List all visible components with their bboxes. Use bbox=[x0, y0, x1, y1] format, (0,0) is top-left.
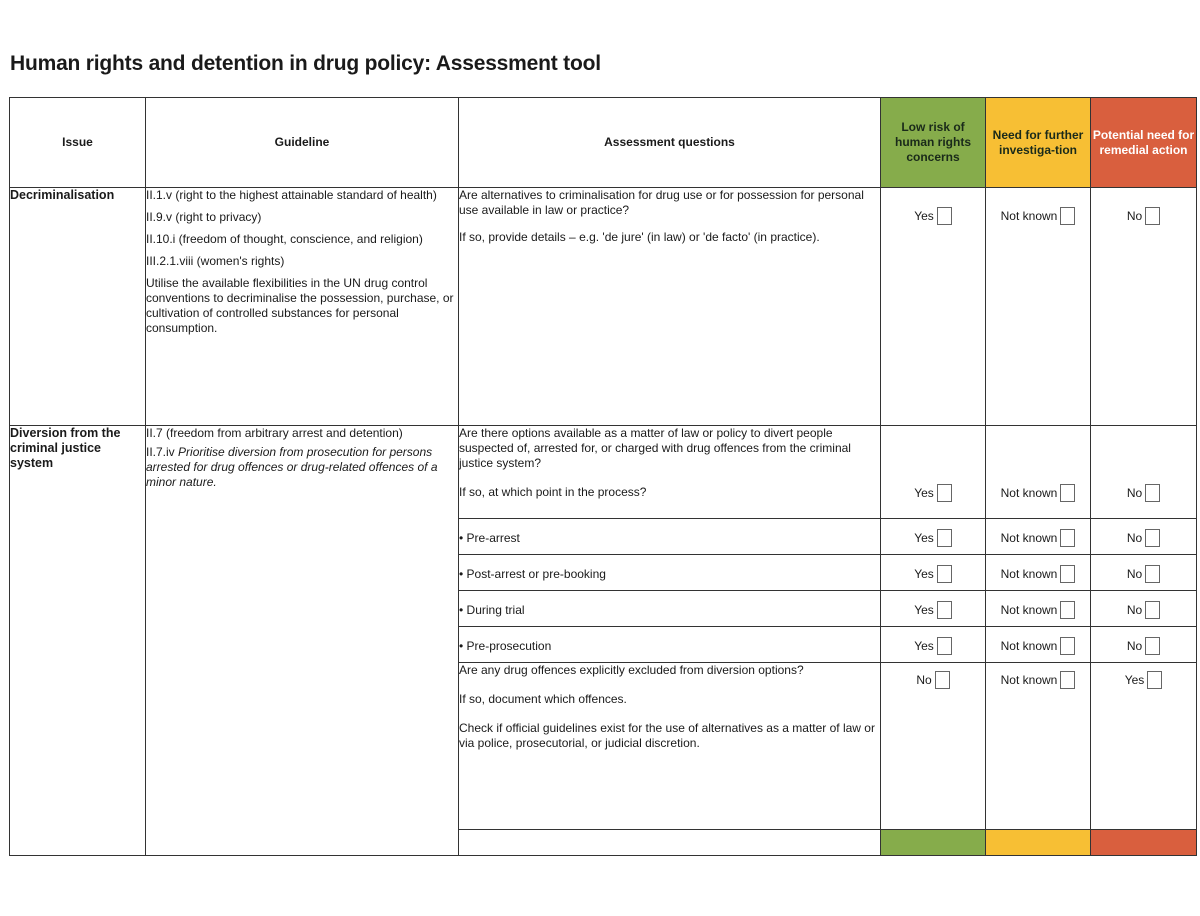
header-issue: Issue bbox=[10, 98, 146, 188]
guideline-item: Utilise the available flexibilities in the UN drug control conventions to decriminalise the possession, purchase, or cultivation of controlled substances for personal consumption. bbox=[146, 276, 454, 335]
answer-label: Yes bbox=[914, 530, 934, 545]
question-text: Are alternatives to criminalisation for drug use or for possession for personal use available in law or practice? bbox=[459, 188, 864, 217]
checkbox[interactable] bbox=[937, 529, 952, 547]
answer-label: Yes bbox=[914, 208, 934, 223]
guideline-cell bbox=[146, 188, 459, 426]
answer-label: Not known bbox=[1000, 208, 1058, 223]
answer-low-cell bbox=[881, 519, 986, 555]
answer-label: Not known bbox=[1000, 530, 1058, 545]
answer-need-cell bbox=[986, 627, 1091, 663]
checkbox[interactable] bbox=[1145, 484, 1160, 502]
questions-cell bbox=[459, 188, 881, 426]
bullet-item: • Post-arrest or pre-booking bbox=[459, 555, 881, 591]
question-text: Check if official guidelines exist for the use of alternatives as a matter of law or via police, prosecutorial, or judicial discretion. bbox=[459, 721, 875, 750]
answer-label: No bbox=[1126, 566, 1143, 581]
bullet-item: • Pre-prosecution bbox=[459, 627, 881, 663]
checkbox[interactable] bbox=[1060, 484, 1075, 502]
guideline-item: II.10.i (freedom of thought, conscience, and religion) bbox=[146, 232, 423, 246]
answer-label: Not known bbox=[1000, 672, 1058, 687]
answer-need-cell bbox=[986, 663, 1091, 830]
answer-label: No bbox=[1126, 638, 1143, 653]
bullet-item: • Pre-arrest bbox=[459, 519, 881, 555]
checkbox[interactable] bbox=[937, 565, 952, 583]
checkbox[interactable] bbox=[1145, 637, 1160, 655]
answer-need-cell bbox=[986, 426, 1091, 519]
guideline-item: II.7.iv Prioritise diversion from prosecution for persons arrested for drug offences or drug-related offences of a minor nature. bbox=[146, 445, 438, 489]
header-need-investigation: Need for further investiga-tion bbox=[986, 98, 1091, 188]
answer-label: No bbox=[1126, 530, 1143, 545]
checkbox[interactable] bbox=[1060, 529, 1075, 547]
answer-label: Yes bbox=[914, 602, 934, 617]
issue-label: Decriminalisation bbox=[10, 188, 115, 202]
answer-potential-cell bbox=[1091, 555, 1197, 591]
header-guideline: Guideline bbox=[146, 98, 459, 188]
table-row bbox=[10, 426, 1197, 519]
header-low-risk: Low risk of human rights concerns bbox=[881, 98, 986, 188]
answer-low-cell bbox=[881, 426, 986, 519]
answer-need-cell bbox=[986, 591, 1091, 627]
checkbox[interactable] bbox=[1145, 529, 1160, 547]
answer-label: Yes bbox=[914, 566, 934, 581]
footer-bar-low bbox=[881, 830, 986, 856]
answer-low-cell bbox=[881, 555, 986, 591]
question-text: If so, provide details – e.g. 'de jure' (in law) or 'de facto' (in practice). bbox=[459, 230, 820, 244]
guideline-item: II.1.v (right to the highest attainable standard of health) bbox=[146, 188, 437, 202]
checkbox[interactable] bbox=[1060, 207, 1075, 225]
assessment-table bbox=[9, 97, 1197, 856]
checkbox[interactable] bbox=[1060, 671, 1075, 689]
guideline-cell bbox=[146, 426, 459, 856]
answer-label: Not known bbox=[1000, 485, 1058, 500]
checkbox[interactable] bbox=[1060, 637, 1075, 655]
issue-label: Diversion from the criminal justice system bbox=[10, 426, 121, 470]
guideline-item: II.7 (freedom from arbitrary arrest and detention) bbox=[146, 426, 403, 440]
question-text: If so, document which offences. bbox=[459, 692, 627, 706]
answer-low-cell bbox=[881, 663, 986, 830]
checkbox[interactable] bbox=[937, 637, 952, 655]
answer-need-cell bbox=[986, 519, 1091, 555]
page-title: Human rights and detention in drug policy: Assessment tool bbox=[10, 52, 601, 75]
questions-cell bbox=[459, 663, 881, 830]
answer-label: No bbox=[1126, 485, 1143, 500]
checkbox[interactable] bbox=[1147, 671, 1162, 689]
answer-label: No bbox=[916, 672, 932, 687]
checkbox[interactable] bbox=[1060, 601, 1075, 619]
issue-cell bbox=[10, 426, 146, 856]
checkbox[interactable] bbox=[937, 601, 952, 619]
answer-potential-cell bbox=[1091, 663, 1197, 830]
guideline-item: III.2.1.viii (women's rights) bbox=[146, 254, 285, 268]
answer-low-cell bbox=[881, 627, 986, 663]
guideline-item: II.9.v (right to privacy) bbox=[146, 210, 262, 224]
answer-label: Not known bbox=[1000, 602, 1058, 617]
table-row bbox=[10, 188, 1197, 426]
answer-label: Yes bbox=[914, 638, 934, 653]
answer-low-cell bbox=[881, 591, 986, 627]
answer-need-cell bbox=[986, 188, 1091, 426]
answer-label: No bbox=[1126, 208, 1143, 223]
question-text: If so, at which point in the process? bbox=[459, 485, 647, 499]
footer-spacer bbox=[459, 830, 881, 856]
checkbox[interactable] bbox=[1145, 207, 1160, 225]
answer-potential-cell bbox=[1091, 188, 1197, 426]
answer-label: Yes bbox=[1124, 672, 1145, 687]
answer-label: Not known bbox=[1000, 566, 1058, 581]
answer-potential-cell bbox=[1091, 519, 1197, 555]
issue-cell bbox=[10, 188, 146, 426]
question-text: Are there options available as a matter of law or policy to divert people suspected of, arrested for, or charged with drug offences from the criminal justice system? bbox=[459, 426, 851, 470]
header-questions: Assessment questions bbox=[459, 98, 881, 188]
header-row bbox=[10, 98, 1197, 188]
header-potential-action: Potential need for remedial action bbox=[1091, 98, 1197, 188]
footer-bar-potential bbox=[1091, 830, 1197, 856]
answer-potential-cell bbox=[1091, 627, 1197, 663]
question-text: Are any drug offences explicitly excluded from diversion options? bbox=[459, 663, 804, 677]
answer-potential-cell bbox=[1091, 426, 1197, 519]
checkbox[interactable] bbox=[1060, 565, 1075, 583]
answer-label: Yes bbox=[914, 485, 934, 500]
answer-need-cell bbox=[986, 555, 1091, 591]
answer-label: Not known bbox=[1000, 638, 1058, 653]
questions-cell bbox=[459, 426, 881, 519]
checkbox[interactable] bbox=[937, 207, 952, 225]
checkbox[interactable] bbox=[1145, 601, 1160, 619]
bullet-item: • During trial bbox=[459, 591, 881, 627]
checkbox[interactable] bbox=[935, 671, 950, 689]
answer-potential-cell bbox=[1091, 591, 1197, 627]
footer-bar-need bbox=[986, 830, 1091, 856]
checkbox[interactable] bbox=[937, 484, 952, 502]
answer-low-cell bbox=[881, 188, 986, 426]
answer-label: No bbox=[1126, 602, 1143, 617]
checkbox[interactable] bbox=[1145, 565, 1160, 583]
